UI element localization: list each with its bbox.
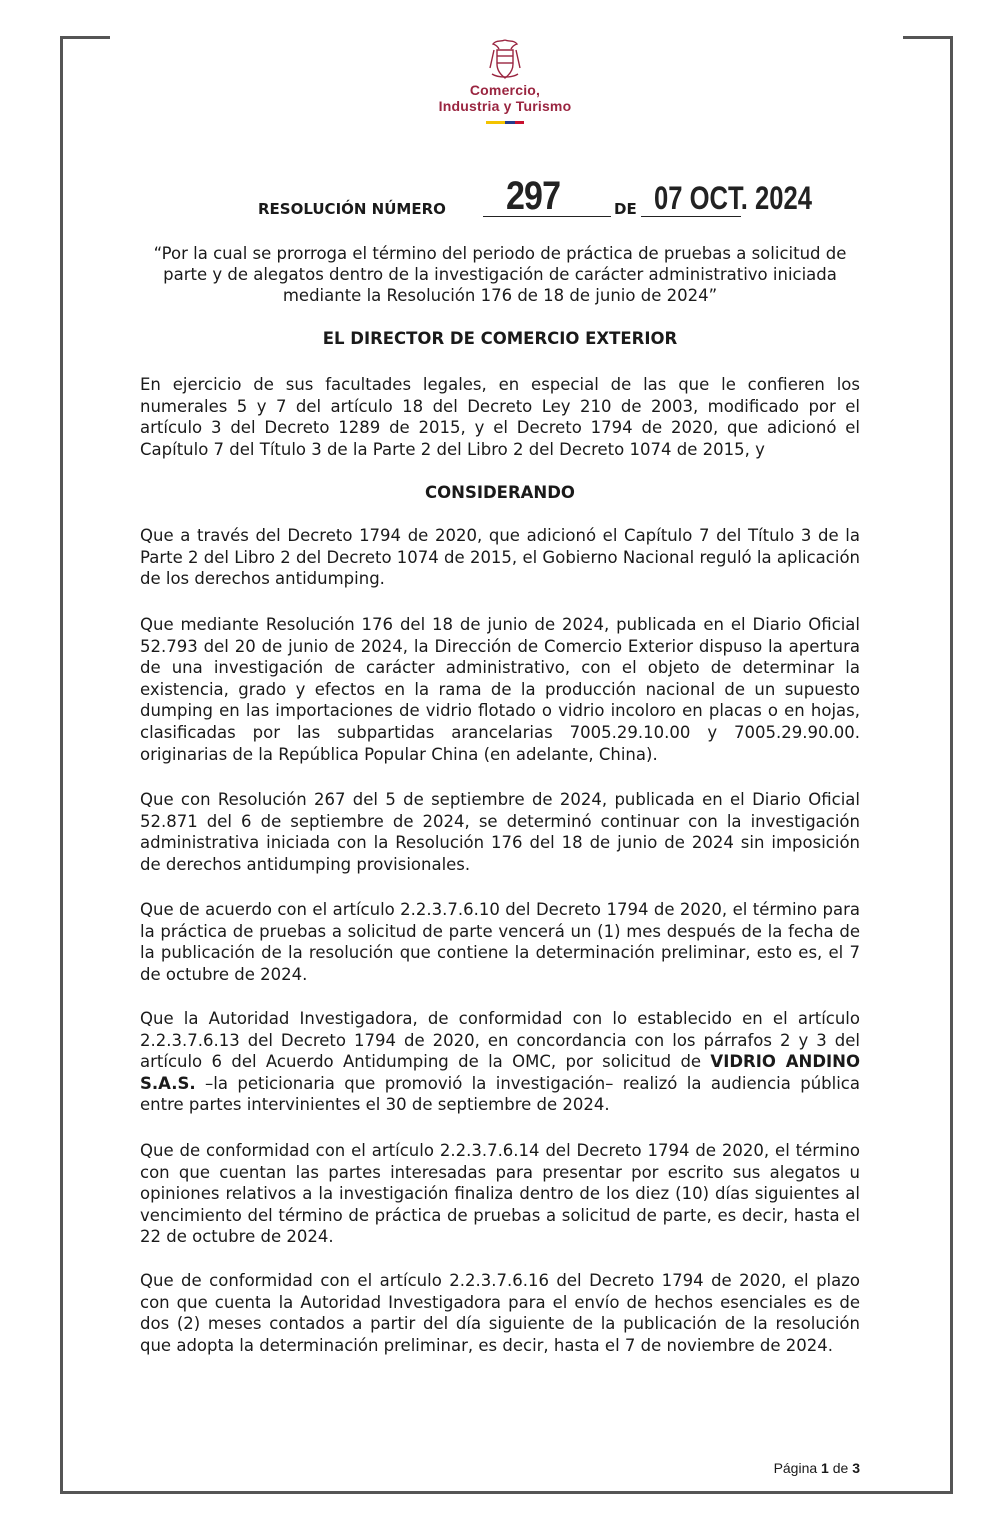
intro-paragraph: En ejercicio de sus facultades legales, en especial de las que le confieren los numerales 5 y 7 del artículo 18 del Decreto Ley 210 de 2003, modificado por el artículo 3 del Decreto 1289 de 2015, y el Decreto 1794 de 2020, que adicionó el Capítulo 7 del Título 3 de la Parte 2 del Libro 2 del Decreto 1074 de 2015, y (140, 375, 860, 459)
paragraph-resolucion-267: Que con Resolución 267 del 5 de septiembre de 2024, publicada en el Diario Oficial 52.871 del 6 de septiembre de 2024, se determinó continuar con la investigación administrativa iniciada con la Resolución 176 del 18 de junio de 2024 sin imposición de derechos antidumping provisionales. (140, 790, 860, 874)
paragraph-audiencia-end: –la peticionaria que promovió la investigación– realizó la audiencia pública entre partes intervinientes el 30 de septiembre de 2024. (140, 1073, 860, 1115)
page-current: 1 (821, 1460, 829, 1476)
resolution-number: 297 (506, 174, 561, 218)
paragraph-audiencia-start: Que la Autoridad Investigadora, de conformidad con lo establecido en el artículo 2.2.3.7.6.13 del Decreto 1794 de 2020, en concordancia con los párrafos 2 y 3 del artículo 6 del Acuerdo Antidumping de la OMC, por solicitud de (140, 1009, 860, 1072)
paragraph-alegatos: Que de conformidad con el artículo 2.2.3.7.6.14 del Decreto 1794 de 2020, el término con que cuentan las partes interesadas para presentar por escrito sus alegatos u opiniones relativos a la investigación finaliza dentro de los diez (10) días siguientes al vencimiento del término de práctica de pruebas a solicitud de parte, es decir, hasta el 22 de octubre de 2024. (140, 1141, 860, 1247)
considerando-heading: CONSIDERANDO (425, 483, 575, 502)
resolution-date: 07 OCT. 2024 (654, 180, 812, 216)
page-total: 3 (852, 1460, 860, 1476)
frame-corner-left (60, 36, 110, 39)
paragraph-hechos-esenciales: Que de conformidad con el artículo 2.2.3.7.6.16 del Decreto 1794 de 2020, el plazo con que cuenta la Autoridad Investigadora para el envío de hechos esenciales es de dos (2) meses contados a partir del día siguiente de la publicación de la resolución que adopta la determinación preliminar, es decir, hasta el 7 de noviembre de 2024. (140, 1271, 860, 1355)
paragraph-pruebas: Que de acuerdo con el artículo 2.2.3.7.6.10 del Decreto 1794 de 2020, el término para la práctica de pruebas a solicitud de parte vencerá un (1) mes después de la fecha de la publicación de la resolución que contiene la determinación preliminar, esto es, el 7 de octubre de 2024. (140, 900, 860, 984)
frame-corner-right (903, 36, 953, 39)
resolution-heading (258, 174, 858, 220)
colombia-flag-strip (486, 121, 524, 124)
resolution-subtitle: “Por la cual se prorroga el término del periodo de práctica de pruebas a solicitud de parte y de alegatos dentro de la investigación de carácter administrativo iniciada mediante la Resolución 176 de 18 de junio de 2024” (153, 244, 847, 305)
paragraph-resolucion-176: Que mediante Resolución 176 del 18 de junio de 2024, publicada en el Diario Oficial 52.793 del 20 de junio de 2024, la Dirección de Comercio Exterior dispuso la apertura de una investigación de carácter administrativo, con el objeto de determinar la existencia, grado y efectos en la rama de la producción nacional de un supuesto dumping en las importaciones de vidrio flotado o vidrio incoloro en placas o en hojas, clasificadas por las subpartidas arancelarias 7005.29.10.00 y 7005.29.90.00. originarias de la República Popular China (en adelante, China). (140, 615, 860, 764)
of-label: de (832, 1460, 849, 1476)
resolution-label: RESOLUCIÓN NÚMERO (258, 200, 446, 218)
company-name: VIDRIO ANDINO S.A.S. (140, 1052, 860, 1093)
logo-text-line2: Industria y Turismo (438, 98, 572, 114)
page-number (774, 1460, 860, 1476)
director-heading: EL DIRECTOR DE COMERCIO EXTERIOR (322, 329, 678, 348)
date-label: DE (614, 200, 637, 218)
ministry-logo (420, 38, 590, 124)
paragraph-decreto-1794: Que a través del Decreto 1794 de 2020, que adicionó el Capítulo 7 del Título 3 de la Parte 2 del Libro 2 del Decreto 1074 de 2015, el Gobierno Nacional reguló la aplicación de los derechos antidumping. (140, 526, 860, 589)
colombia-coat-of-arms-icon (486, 38, 524, 82)
page-label: Página (773, 1460, 818, 1476)
paragraph-audiencia (140, 1008, 860, 1116)
logo-text-line1: Comercio, (469, 82, 541, 98)
